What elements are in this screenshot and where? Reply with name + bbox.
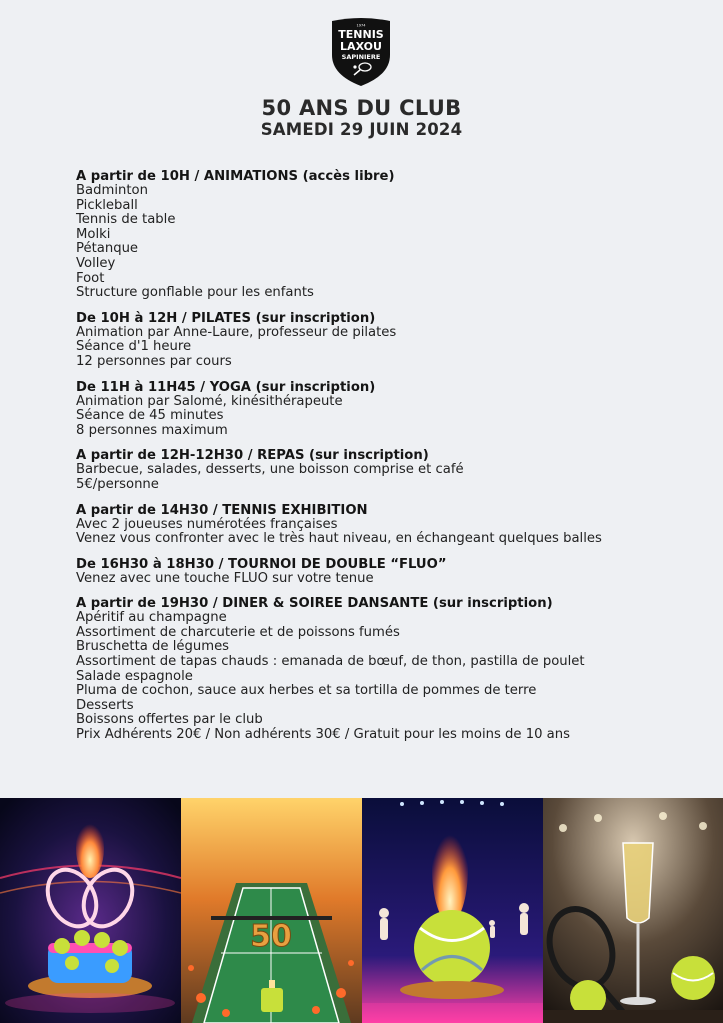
section-line: Bruschetta de légumes: [76, 639, 230, 655]
section-line: Boissons offertes par le club: [76, 712, 263, 728]
section-repas: [76, 448, 716, 492]
section-exhibition: [76, 503, 716, 547]
section-line: Volley: [76, 255, 116, 271]
section-line: Desserts: [76, 697, 134, 713]
section-line: Molki: [76, 226, 111, 242]
section-line: Animation par Anne-Laure, professeur de pilates: [76, 324, 397, 340]
section-line: Barbecue, salades, desserts, une boisson comprise et café: [76, 462, 464, 478]
logo-line3: SAPINIERE: [341, 53, 381, 61]
section-heading: De 10H à 12H / PILATES (sur inscription): [76, 310, 376, 326]
section-line: Tennis de table: [76, 212, 176, 228]
section-line: 12 personnes par cours: [76, 353, 232, 369]
image-cake-rackets: [0, 798, 181, 1023]
section-heading: A partir de 10H / ANIMATIONS (accès libre): [76, 169, 395, 184]
section-heading: A partir de 19H30 / DINER & SOIREE DANSANTE (sur inscription): [76, 596, 553, 612]
section-tournoi: [76, 557, 716, 587]
section-line: Assortiment de tapas chauds : emanada de bœuf, de thon, pastilla de poulet: [76, 654, 585, 670]
section-line: Prix Adhérents 20€ / Non adhérents 30€ / Gratuit pour les moins de 10 ans: [76, 727, 570, 743]
club-logo: [330, 17, 392, 87]
section-heading: A partir de 14H30 / TENNIS EXHIBITION: [76, 502, 368, 518]
section-yoga: [76, 380, 716, 439]
section-diner: [76, 596, 716, 742]
section-line: Venez vous confronter avec le très haut niveau, en échangeant quelques balles: [76, 531, 602, 547]
section-line: Structure gonflable pour les enfants: [76, 285, 314, 301]
section-line: Badminton: [76, 183, 148, 198]
logo-line2: LAXOU: [340, 40, 382, 53]
logo-ball-icon: [353, 65, 356, 68]
section-heading: De 16H30 à 18H30 / TOURNOI DE DOUBLE “FLUO”: [76, 556, 447, 572]
section-heading: De 11H à 11H45 / YOGA (sur inscription): [76, 379, 376, 395]
section-line: Foot: [76, 270, 105, 286]
section-line: Pluma de cochon, sauce aux herbes et sa tortilla de pommes de terre: [76, 683, 537, 699]
section-line: Pickleball: [76, 197, 138, 213]
section-heading: A partir de 12H-12H30 / REPAS (sur inscription): [76, 448, 429, 464]
program-list: [76, 169, 716, 753]
image-champagne-racket: [543, 798, 723, 1023]
section-line: 8 personnes maximum: [76, 422, 228, 438]
club-logo-shield-icon: [330, 17, 392, 87]
tennis-ball-icon: [414, 910, 490, 986]
section-line: 5€/personne: [76, 476, 159, 492]
section-pilates: [76, 311, 716, 370]
flame-icon: [76, 818, 104, 878]
image-court-50: [181, 798, 362, 1023]
section-line: Séance de 45 minutes: [76, 408, 224, 424]
image-number-50: 50: [250, 919, 292, 954]
tennis-ball-icon: [54, 938, 70, 954]
section-line: Pétanque: [76, 241, 139, 257]
section-line: Séance d'1 heure: [76, 339, 192, 355]
section-line: Salade espagnole: [76, 668, 193, 684]
flame-icon: [432, 813, 468, 923]
champagne-glass-icon: [623, 843, 653, 923]
logo-line1: TENNIS: [338, 28, 384, 41]
section-line: Animation par Salomé, kinésithérapeute: [76, 393, 343, 409]
illustration-strip: [0, 798, 723, 1023]
page-title: 50 ANS DU CLUB: [261, 96, 462, 120]
image-flaming-ball: [362, 798, 543, 1023]
page-date: SAMEDI 29 JUIN 2024: [260, 120, 463, 139]
section-animations: [76, 169, 716, 301]
section-line: Assortiment de charcuterie et de poissons fumés: [76, 624, 400, 640]
section-line: Apéritif au champagne: [76, 610, 227, 626]
section-line: Venez avec une touche FLUO sur votre tenue: [76, 570, 374, 586]
section-line: Avec 2 joueuses numérotées françaises: [76, 516, 338, 532]
logo-year: 1974: [356, 23, 366, 28]
